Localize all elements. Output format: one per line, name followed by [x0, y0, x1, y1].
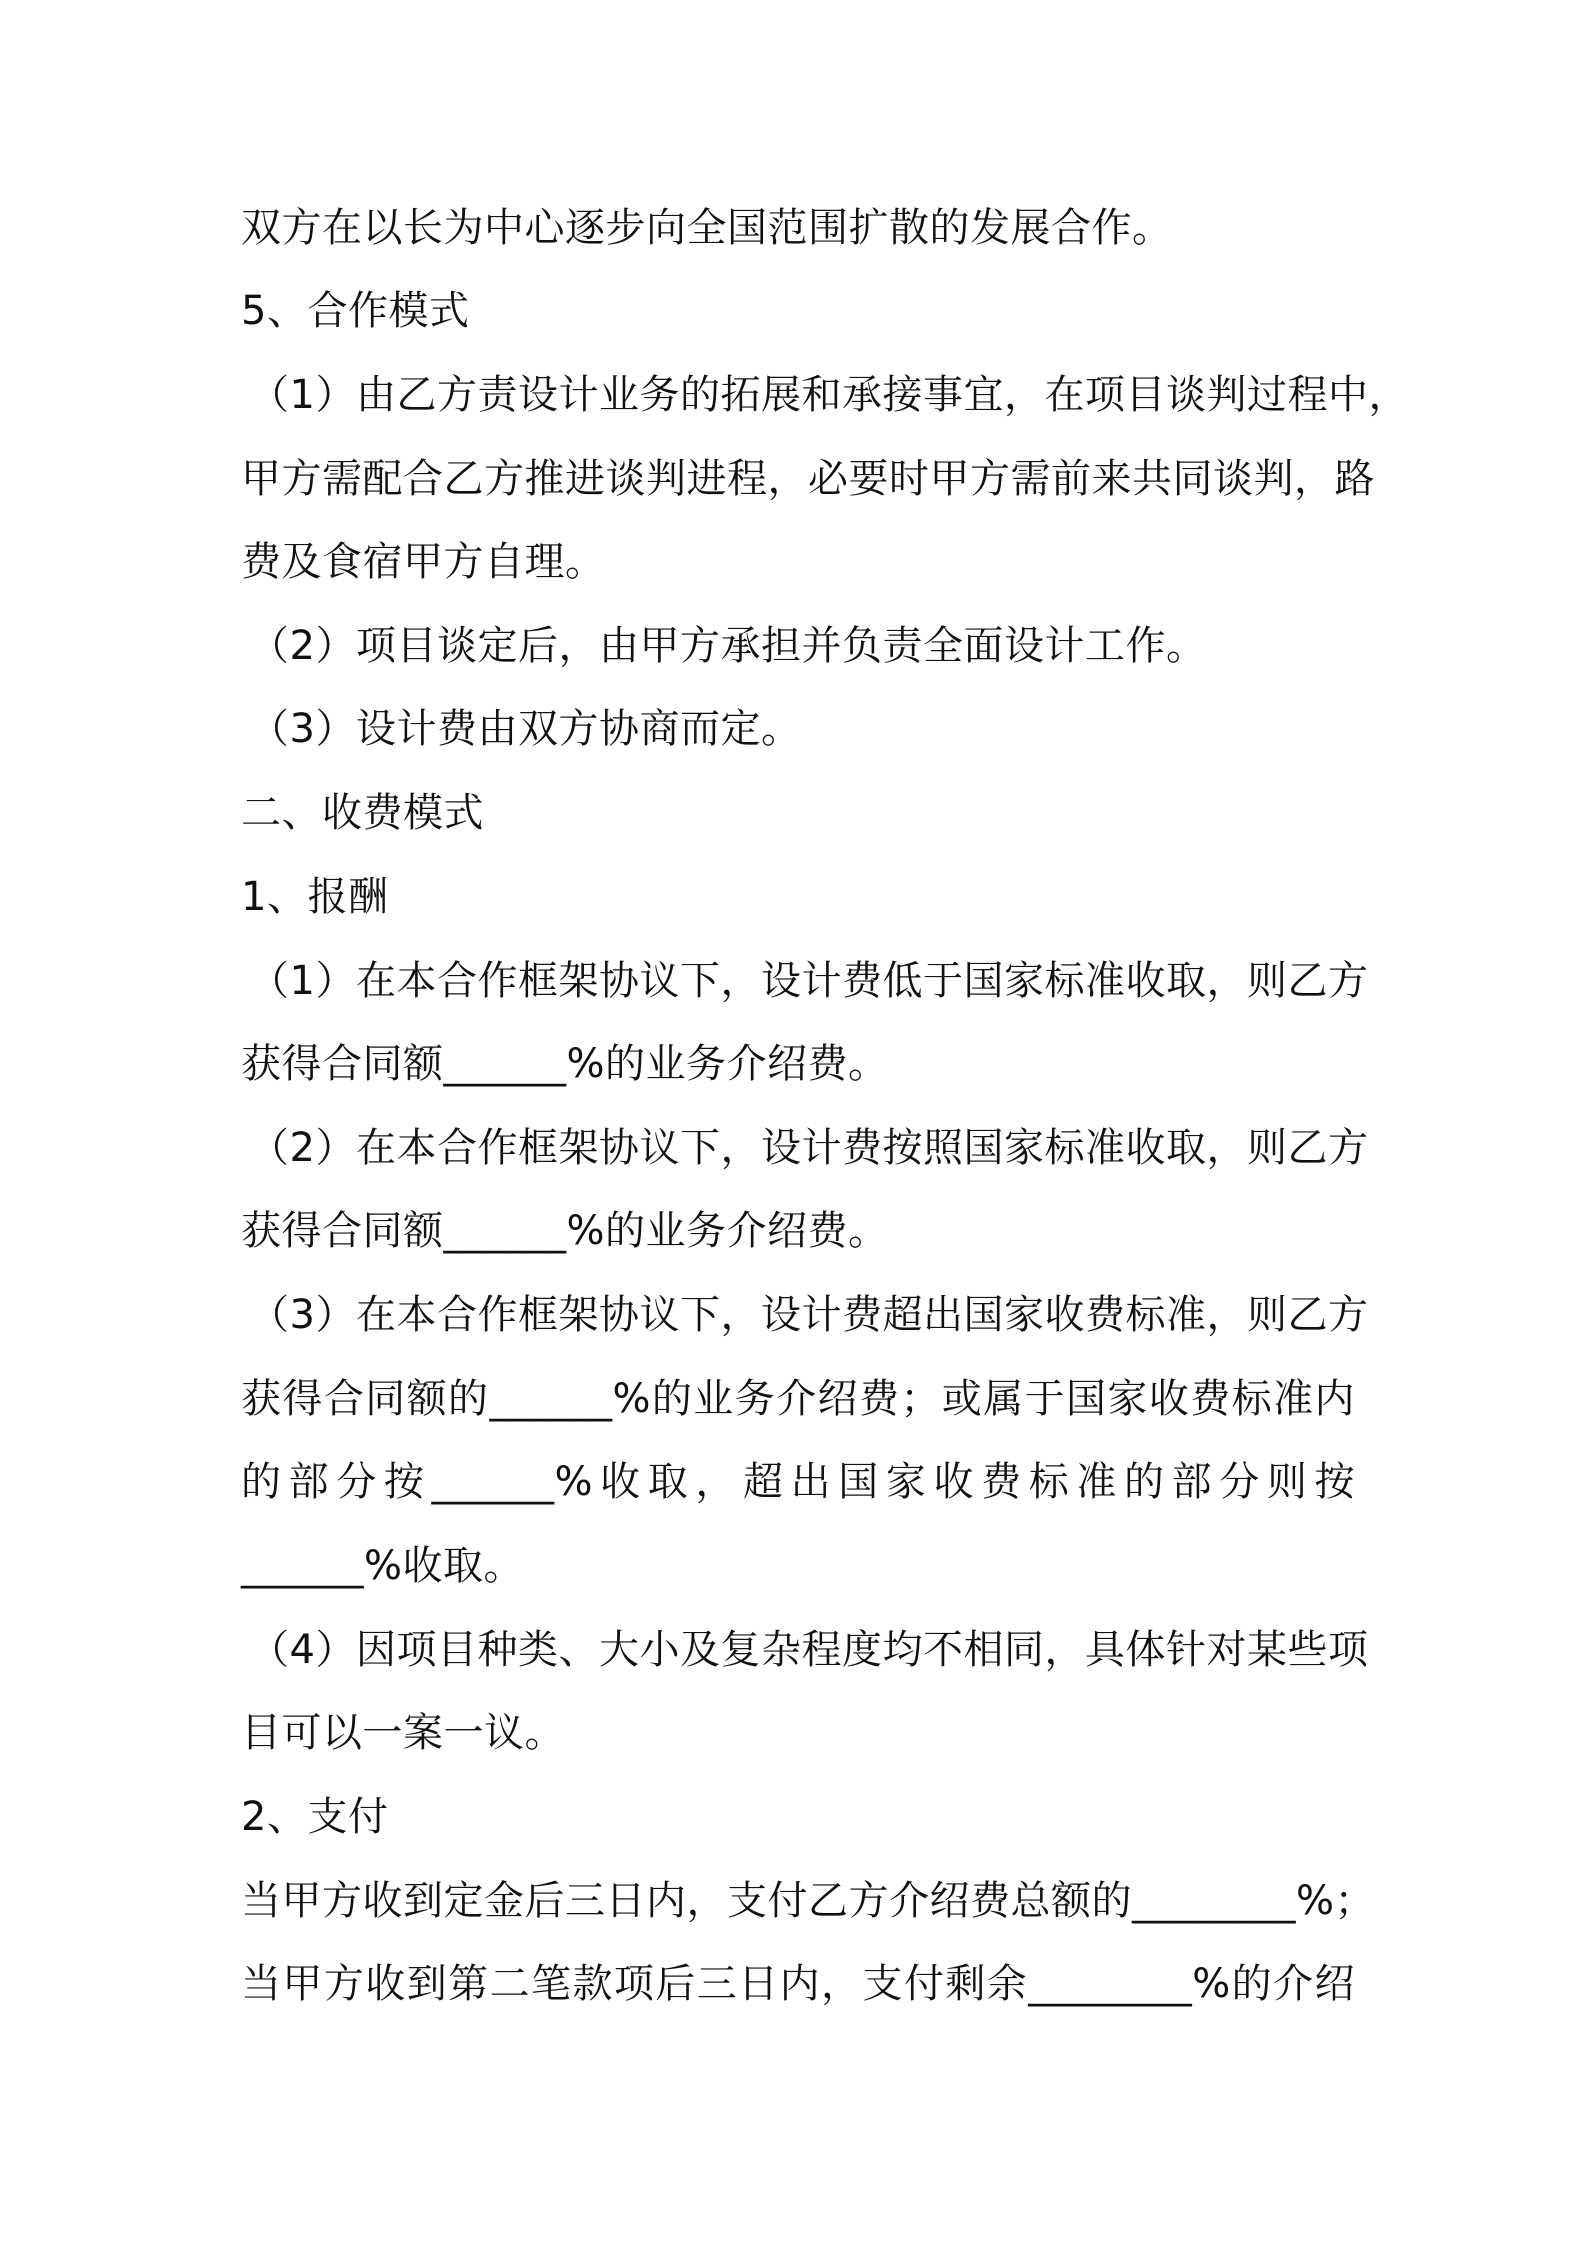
section-heading: 二、收费模式	[241, 790, 484, 836]
text-line: 获得合同额______%的业务介绍费。	[241, 1041, 889, 1087]
text-line: 获得合同额的______%的业务介绍费；或属于国家收费标准内	[241, 1376, 1355, 1422]
text-line: 费及食宿甲方自理。	[241, 539, 606, 585]
section-heading: 1、报酬	[241, 874, 389, 920]
text-line: （4）因项目种类、大小及复杂程度均不相同，具体针对某些项	[249, 1627, 1369, 1673]
text-line: ______%收取。	[241, 1543, 525, 1589]
text-line: 当甲方收到第二笔款项后三日内，支付剩余________%的介绍	[241, 1961, 1355, 2007]
text-line: 的部分按______%收取，超出国家收费标准的部分则按	[241, 1459, 1355, 1505]
text-line: （3）设计费由双方协商而定。	[249, 706, 802, 752]
text-line: （1）在本合作框架协议下，设计费低于国家标准收取，则乙方	[249, 958, 1369, 1004]
section-heading: 5、合作模式	[241, 288, 470, 334]
text-line: 双方在以长为中心逐步向全国范围扩散的发展合作。	[241, 205, 1173, 251]
text-line: 甲方需配合乙方推进谈判进程，必要时甲方需前来共同谈判，路	[241, 456, 1375, 502]
text-line: （2）在本合作框架协议下，设计费按照国家标准收取，则乙方	[249, 1125, 1369, 1171]
text-line: （1）由乙方责设计业务的拓展和承接事宜，在项目谈判过程中，	[249, 372, 1409, 418]
section-heading: 2、支付	[241, 1794, 389, 1840]
text-line: （3）在本合作框架协议下，设计费超出国家收费标准，则乙方	[249, 1292, 1369, 1338]
text-line: （2）项目谈定后，由甲方承担并负责全面设计工作。	[249, 623, 1207, 669]
text-line: 当甲方收到定金后三日内，支付乙方介绍费总额的________%；	[241, 1878, 1376, 1924]
text-line: 获得合同额______%的业务介绍费。	[241, 1208, 889, 1254]
text-line: 目可以一案一议。	[241, 1710, 565, 1756]
